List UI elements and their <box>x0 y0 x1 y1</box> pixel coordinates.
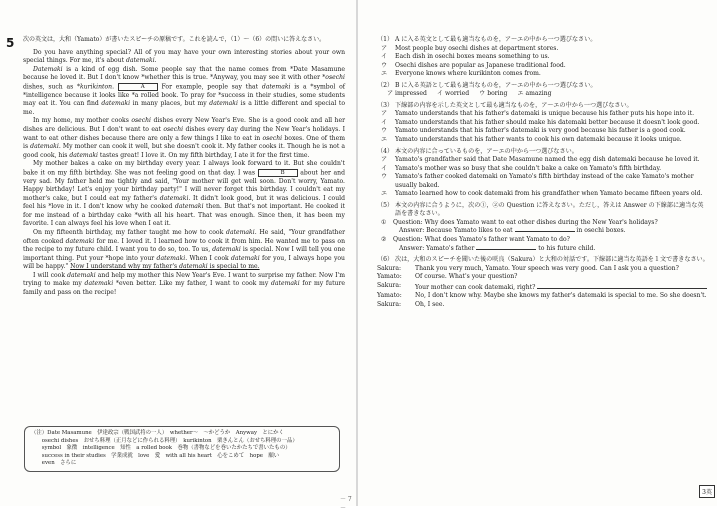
italic-term: Datemaki <box>33 65 63 73</box>
answer-prefix: Answer: Because Yamato likes to eat <box>399 227 515 235</box>
left-page <box>0 0 357 512</box>
text-run: for me. I loved it. I learned how to cook it from him. He wanted me to pass on the recipe to my future child. I want you to do so, too. To us, <box>23 237 345 254</box>
answer-blank[interactable] <box>515 231 575 232</box>
choice-mark: ア <box>381 44 388 52</box>
question-label: （6） <box>377 256 394 264</box>
italic-term: osechi <box>131 117 152 125</box>
passage-paragraph <box>23 229 345 272</box>
choice-option <box>377 70 709 79</box>
question-header <box>377 102 709 111</box>
text-run: . <box>154 57 157 65</box>
choice-text: Yamato's grandfather said that Date Masamune named the egg dish datemaki because he loved it. <box>395 156 700 164</box>
italic-term: datemaki <box>159 194 189 202</box>
dialogue-sentence: Thank you very much, Yamato. Your speech was very good. Can I ask you a question? <box>415 264 679 272</box>
italic-term: kurikinton <box>80 83 113 91</box>
text-run: I will cook <box>33 271 68 279</box>
choice-text: worried <box>444 90 470 98</box>
speaker-name: Yamato: <box>377 292 402 300</box>
underlined-sentence: datemaki <box>179 263 208 271</box>
dialogue-text <box>415 292 707 301</box>
answer-blank-b: B <box>258 169 298 177</box>
answer-blank-a: A <box>118 83 158 91</box>
text-run: . My mother can cook it well, but she doesn't cook it. My father cooks it. Though he is not a good cook, his <box>23 143 346 159</box>
choice-mark: ウ <box>381 127 388 135</box>
dialogue-text <box>415 265 679 274</box>
question-header <box>377 36 709 45</box>
dialogue-sentence: Your mother can cook datemaki, right? <box>415 283 538 291</box>
italic-term: datemaki <box>30 143 59 151</box>
choice-mark: ウ <box>381 173 388 181</box>
choice-mark: イ <box>436 90 444 98</box>
question-q3 <box>377 102 709 145</box>
italic-term: datemaki <box>231 254 260 262</box>
text-run: . It didn't look good, but it was delicious. I could feel his *love in it. I don't know why he cooked <box>23 194 345 211</box>
choice-mark: ウ <box>479 90 486 98</box>
italic-term: datemaki <box>156 254 186 262</box>
choice-mark: イ <box>381 53 388 61</box>
vocabulary-notes <box>24 426 340 472</box>
passage-paragraph <box>23 49 345 66</box>
choice-option <box>377 110 709 119</box>
text-run: dishes every New Year's Eve. She is a good cook and all her dishes are delicious. But I don't want to eat <box>23 117 345 133</box>
sub-question <box>377 236 709 245</box>
choice-mark: エ <box>517 90 524 98</box>
choice-text: Yamato learned how to cook datemaki from his grandfather when Yamato became fifteen years old. <box>395 190 703 198</box>
passage-body <box>23 49 345 298</box>
speaker-name: Sakura: <box>377 264 402 272</box>
italic-term: osechi <box>325 74 345 82</box>
question-prompt: 次は，大和のスピーチを聞いた後の咲良（Sakura）と大和の対話です。下線部に適当な英語を１文で書きなさい。 <box>395 256 709 264</box>
question-prompt: B に入る英語として最も適当なものを，ア～エの中から一つ選びなさい。 <box>395 81 597 89</box>
choice-option <box>377 173 709 190</box>
passage-paragraph <box>23 66 345 118</box>
text-run: for you, I always hope you will be happy." <box>23 254 345 271</box>
choice-mark: ウ <box>381 61 388 69</box>
speaker-name: Yamato: <box>377 273 402 281</box>
passage-paragraph <box>23 117 345 160</box>
dialogue-line <box>377 292 709 301</box>
answer-prefix: Answer: Yamato's father <box>399 244 477 252</box>
choice-option <box>377 45 709 54</box>
choice-text: Yamato understands that his father wants to cook his own datemaki because it looks unique. <box>395 136 682 144</box>
choice-mark: エ <box>381 136 388 144</box>
choice-option <box>377 156 709 165</box>
reading-passage <box>23 36 345 297</box>
text-run: is a *symbol of *intelligence because it looks like *a rolled book. To pray for *success in their studies, some students may eat it. You can find <box>23 83 345 108</box>
dialogue-text <box>415 273 517 282</box>
note-line: symbol 象徴 intelligence 知性 a rolled book 巻物（書物などを巻いたかたちで書いたもの） <box>31 445 291 452</box>
italic-term: osechi <box>163 125 184 133</box>
choice-option <box>387 90 427 99</box>
text-run: is special. Now I will tell you one important thing. Put your *hope into your <box>23 246 346 262</box>
passage-paragraph <box>23 160 345 229</box>
italic-term: datemaki <box>174 203 204 211</box>
dialogue-text <box>415 282 707 293</box>
question-number: 5 <box>6 36 15 50</box>
text-run: . <box>112 83 118 91</box>
italic-term: datemaki <box>271 280 300 288</box>
text-run: dishes, such as * <box>23 83 80 91</box>
choice-text: Yamato understands that his father's datemaki is very good because his father is a good cook. <box>395 127 686 135</box>
dialogue-text <box>415 301 444 310</box>
text-run: Do you have anything special? All of you may have your own interesting stories about your own special things. For me, it's about <box>23 48 345 65</box>
sub-question-mark: ② <box>381 236 387 244</box>
dialogue-sentence: Oh, I see. <box>415 300 445 308</box>
text-run: is a little different and special to me. <box>23 100 345 116</box>
choice-text: impressed <box>395 90 427 98</box>
text-run: In my home, my mother cooks <box>33 117 132 125</box>
italic-term: datemaki <box>69 151 98 159</box>
choice-text: Yamato understands that his father's datemaki is unique because his father puts his hope into it. <box>395 110 695 118</box>
italic-term: datemaki <box>212 246 241 254</box>
choice-mark: エ <box>381 190 388 198</box>
question-prompt: 本文の内容に合っているものを，ア～エの中から一つ選びなさい。 <box>395 147 578 155</box>
text-run: dishes every day during the New Year's holidays. I want to eat other dishes because there are only a few things I like to eat in <box>23 125 345 142</box>
italic-term: datemaki <box>126 57 155 65</box>
answer-blank[interactable] <box>537 282 707 289</box>
italic-term: datemaki <box>261 83 291 91</box>
choice-option <box>377 62 709 71</box>
italic-term: osechi <box>262 134 283 142</box>
option-row <box>377 90 709 99</box>
choice-mark: エ <box>381 70 388 78</box>
text-run: tastes great! I love it. On my fifth birthday, I ate it for the first time. <box>98 151 310 159</box>
question-header <box>377 256 709 265</box>
choice-option <box>377 53 709 62</box>
dialogue-line <box>377 282 709 293</box>
text-run: My mother bakes a cake on my birthday every year. I always look forward to it. But she couldn't bake it on my fifth birthday. She was not feeling good on that day. I was <box>23 160 345 177</box>
italic-term: datemaki <box>209 100 238 108</box>
choice-text: Osechi dishes are popular as Japanese traditional food. <box>395 61 566 69</box>
questions <box>377 36 709 312</box>
question-q6 <box>377 256 709 309</box>
answer-blank[interactable] <box>476 249 536 250</box>
italic-term: datemaki <box>67 271 96 279</box>
dialogue-line <box>377 265 709 274</box>
text-run: . He said, "Your grandfather often cooked <box>23 229 345 245</box>
question-prompt: 下線部の内容を示した英文として最も適当なものを，ア～エの中から一つ選びなさい。 <box>395 101 633 109</box>
choice-mark: イ <box>381 118 388 126</box>
sub-question-text: Question: What does Yamato's father want Yamato to do? <box>393 236 570 244</box>
speaker-name: Sakura: <box>377 300 402 308</box>
passage-paragraph <box>23 272 345 298</box>
sub-question <box>377 219 709 228</box>
choice-text: Yamato's father cooked datemaki on Yamato's fifth birthday instead of the cake Yamato's mother usually baked. <box>395 173 694 189</box>
sub-question-text: Question: Why does Yamato want to eat other dishes during the New Year's holidays? <box>393 218 658 226</box>
choice-option <box>517 90 551 99</box>
question-label: （1） <box>377 36 394 43</box>
question-q4 <box>377 148 709 199</box>
text-run: for my future family and pass on the recipe! <box>23 280 345 296</box>
page-number: － 7 － <box>340 496 352 512</box>
question-prompt: 本文の内容に合うように，次の①，②の Question に答えなさい。ただし，答えは Answer の下線部に適当な英語を書きなさい。 <box>395 201 704 218</box>
choice-mark: ア <box>381 156 388 164</box>
text-run: For example, people say that <box>157 83 262 91</box>
choice-option <box>479 90 507 99</box>
dialogue-line <box>377 301 709 310</box>
question-header <box>377 202 709 219</box>
text-run: On my fifteenth birthday, my father taught me how to cook <box>33 229 227 237</box>
choice-option <box>377 119 709 128</box>
choice-option <box>377 190 709 199</box>
question-q1 <box>377 36 709 79</box>
question-header <box>377 82 709 91</box>
question-q2 <box>377 82 709 99</box>
italic-term: datemaki <box>226 229 255 237</box>
text-run: then. But that's not important. He cooked it for me instead of a birthday cake *with all his heart. That was enough. Since then, it has been my favorite. I can always feel his love when I eat it. <box>23 203 345 228</box>
underlined-sentence: is special to me. <box>207 263 260 271</box>
italic-term: datemaki <box>84 280 114 288</box>
italic-term: datemaki <box>101 100 131 108</box>
choice-option <box>437 90 469 99</box>
note-line: （注）Date Masamune 伊達政宗（戦国武将の一人） whether～ ～かどうか Anyway とにかく <box>31 430 284 436</box>
right-page <box>358 0 717 506</box>
question-label: （3） <box>377 101 394 109</box>
note-line: even さらに <box>31 460 77 467</box>
text-run: is a kind of egg dish. Some people say that the name comes from *Date Masamune because he loved it. But I don't know *whether this is true. *Anyway, you may see it with other * <box>23 65 345 82</box>
choice-text: Yamato's mother was so busy that she couldn't bake a cake on Yamato's fifth birthday. <box>395 164 662 172</box>
question-label: （4） <box>377 147 394 155</box>
dialogue-line <box>377 273 709 282</box>
dialogue-sentence: Of course. What's your question? <box>415 273 518 281</box>
choice-text: amazing <box>525 90 552 98</box>
choice-option <box>377 136 709 145</box>
dialogue-sentence: No, I don't know why. Maybe she knows my father's datemaki is special to me. So she doesn't. <box>415 292 707 300</box>
choice-text: Each dish in osechi boxes means something to us. <box>395 53 550 61</box>
text-run: . When I cook <box>185 254 232 262</box>
underlined-sentence: Now I understand why my father's <box>70 263 180 271</box>
text-run: about her and very sad. My father held me tightly and said, "Your mother will get well soon. Don't worry, Yamato. Happy birthday! Let's enjoy your birthday party!" I will never forget this birthday. I couldn't eat my mother's cake, but I could eat my father's <box>23 169 345 202</box>
question-label: （2） <box>377 81 394 89</box>
choice-mark: ア <box>387 90 394 98</box>
question-q5 <box>377 202 709 253</box>
choice-text: Everyone knows where kurikinton comes from. <box>395 70 541 78</box>
choice-mark: ア <box>381 110 388 118</box>
answer-suffix: to his future child. <box>536 244 596 252</box>
note-line: success in their studies 学業成就 love 愛 with all his heart 心をこめて hope 願い <box>31 452 280 459</box>
text-run: and help my mother this New Year's Eve. I want to surprise my father. Now I'm trying to make my <box>23 271 345 288</box>
choice-text: boring <box>487 90 508 98</box>
choice-option <box>377 165 709 174</box>
choice-text: Yamato understands that his father should make his datemaki better because it doesn't look good. <box>395 118 700 126</box>
speaker-name: Sakura: <box>377 281 402 289</box>
sub-question-mark: ① <box>381 218 387 226</box>
question-header <box>377 148 709 157</box>
choice-text: Most people buy osechi dishes at department stores. <box>395 44 559 52</box>
choice-option <box>377 127 709 136</box>
question-label: （5） <box>377 201 394 209</box>
answer-suffix: in osechi boxes. <box>574 227 626 235</box>
answer-line <box>377 227 709 236</box>
choice-mark: イ <box>381 164 388 172</box>
text-run: boxes. One of them is <box>23 134 345 151</box>
answer-line <box>377 245 709 254</box>
text-run: *even better. Like my father, I want to cook my <box>113 280 272 288</box>
question-prompt: A に入る英文として最も適当なものを，ア～エの中から一つ選びなさい。 <box>395 36 597 43</box>
text-run: in many places, but my <box>130 100 210 108</box>
page-tab: 3英 <box>699 485 715 498</box>
passage-intro: 次の英文は，大和（Yamato）が書いたスピーチの原稿です。これを読んで，（1）～（6）の問いに答えなさい。 <box>23 36 326 43</box>
italic-term: datemaki <box>65 237 95 245</box>
note-line: osechi dishes おせち料理（正月などに作られる料理） kurikinton 栗きんとん（おせち料理の一品） <box>31 437 298 444</box>
